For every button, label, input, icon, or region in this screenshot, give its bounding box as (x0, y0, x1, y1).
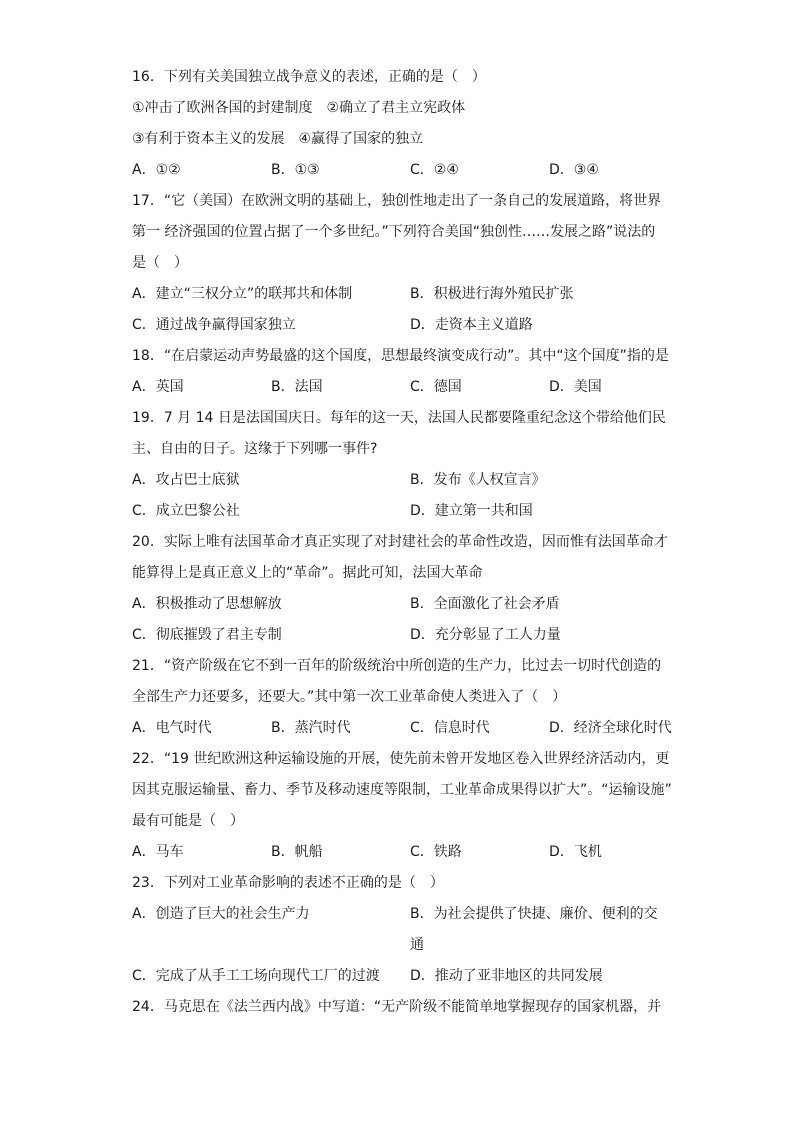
option-b: B．蒸汽时代 (271, 720, 351, 736)
option-d: D．充分彰显了工人力量 (410, 627, 561, 643)
option-b: B．①③ (271, 162, 320, 178)
option-a: A．创造了巨大的社会生产力 (132, 906, 310, 922)
option-a: A．电气时代 (132, 720, 212, 736)
question-stem: 主、自由的日子。这缘于下列哪一事件? (132, 441, 378, 457)
option-b: B．发布《人权宣言》 (410, 472, 546, 488)
option-a: A．积极推动了思想解放 (132, 596, 282, 612)
question-stem: 20．实际上唯有法国革命才真正实现了对封建社会的革命性改造，因而惟有法国革命才 (132, 534, 668, 550)
option-c: C．成立巴黎公社 (132, 503, 240, 519)
question-23 (132, 868, 672, 992)
option-d: D．美国 (549, 379, 602, 395)
options-row (132, 310, 672, 341)
options-row (132, 465, 672, 496)
options-row (132, 372, 672, 403)
option-c: C．信息时代 (410, 720, 490, 736)
question-24 (132, 992, 672, 1023)
option-b: B．帆船 (271, 844, 323, 860)
option-c: C．彻底摧毁了君主专制 (132, 627, 282, 643)
question-stem: 23．下列对工业革命影响的表述不正确的是（ ） (132, 875, 444, 891)
question-22 (132, 744, 672, 868)
option-d: D．经济全球化时代 (549, 720, 672, 736)
statement-line: ③有利于资本主义的发展 ④赢得了国家的独立 (132, 131, 424, 147)
option-a: A．英国 (132, 379, 184, 395)
option-c: C．②④ (410, 162, 459, 178)
question-stem: 18．“在启蒙运动声势最盛的这个国度，思想最终演变成行动”。其中“这个国度”指的是 (132, 348, 669, 364)
option-d: D．飞机 (549, 844, 602, 860)
question-stem: 第一 经济强国的位置占据了一个多世纪。”下列符合美国“独创性……发展之路”说法的 (132, 224, 656, 240)
question-17 (132, 186, 672, 341)
options-row (132, 589, 672, 620)
question-19 (132, 403, 672, 527)
option-d: D．建立第一共和国 (410, 503, 533, 519)
option-b: B．法国 (271, 379, 323, 395)
exam-page (132, 62, 672, 1023)
options-row (132, 713, 672, 744)
question-stem: 因其克服运输量、畜力、季节及移动速度等限制，工业革命成果得以扩大”。“运输设施” (132, 782, 672, 798)
question-18 (132, 341, 672, 403)
options-row (132, 961, 672, 992)
question-stem: 16．下列有关美国独立战争意义的表述，正确的是（ ） (132, 69, 486, 85)
question-stem: 24．马克思在《法兰西内战》中写道：“无产阶级不能简单地掌握现存的国家机器，并 (132, 999, 662, 1015)
question-stem: 21．“资产阶级在它不到一百年的阶级统治中所创造的生产力，比过去一切时代创造的 (132, 658, 662, 674)
options-row (132, 899, 672, 961)
question-stem: 22．“19 世纪欧洲这种运输设施的开展，使先前未曾开发地区卷入世界经济活动内，更 (132, 751, 670, 767)
question-stem: 17．“它（美国）在欧洲文明的基础上，独创性地走出了一条自己的发展道路，将世界 (132, 193, 662, 209)
question-20 (132, 527, 672, 651)
options-row (132, 279, 672, 310)
option-b: B．全面激化了社会矛盾 (410, 596, 560, 612)
question-16 (132, 62, 672, 186)
option-a: A．建立“三权分立”的联邦共和体制 (132, 286, 353, 302)
question-stem: 最有可能是（ ） (132, 813, 244, 829)
option-d: D．走资本主义道路 (410, 317, 533, 333)
question-stem: 是（ ） (132, 255, 188, 271)
option-a: A．①② (132, 162, 181, 178)
option-d: D．推动了亚非地区的共同发展 (410, 968, 603, 984)
option-a: A．马车 (132, 844, 184, 860)
statement-line: ①冲击了欧洲各国的封建制度 ②确立了君主立宪政体 (132, 100, 466, 116)
option-d: D．③④ (549, 162, 599, 178)
question-21 (132, 651, 672, 744)
options-row (132, 496, 672, 527)
option-b: B．为社会提供了快捷、廉价、便利的交通 (410, 906, 658, 953)
options-row (132, 837, 672, 868)
question-stem: 能算得上是真正意义上的“革命”。据此可知，法国大革命 (132, 565, 483, 581)
option-c: C．通过战争赢得国家独立 (132, 317, 296, 333)
question-stem: 19．7 月 14 日是法国国庆日。每年的这一天，法国人民都要隆重纪念这个带给他们民 (132, 410, 666, 426)
question-stem: 全部生产力还要多，还要大。”其中第一次工业革命使人类进入了（ ） (132, 689, 567, 705)
options-row (132, 155, 672, 186)
option-c: C．铁路 (410, 844, 462, 860)
option-a: A．攻占巴士底狱 (132, 472, 240, 488)
option-c: C．完成了从手工工场向现代工厂的过渡 (132, 968, 380, 984)
option-c: C．德国 (410, 379, 462, 395)
option-b: B．积极进行海外殖民扩张 (410, 286, 574, 302)
options-row (132, 620, 672, 651)
